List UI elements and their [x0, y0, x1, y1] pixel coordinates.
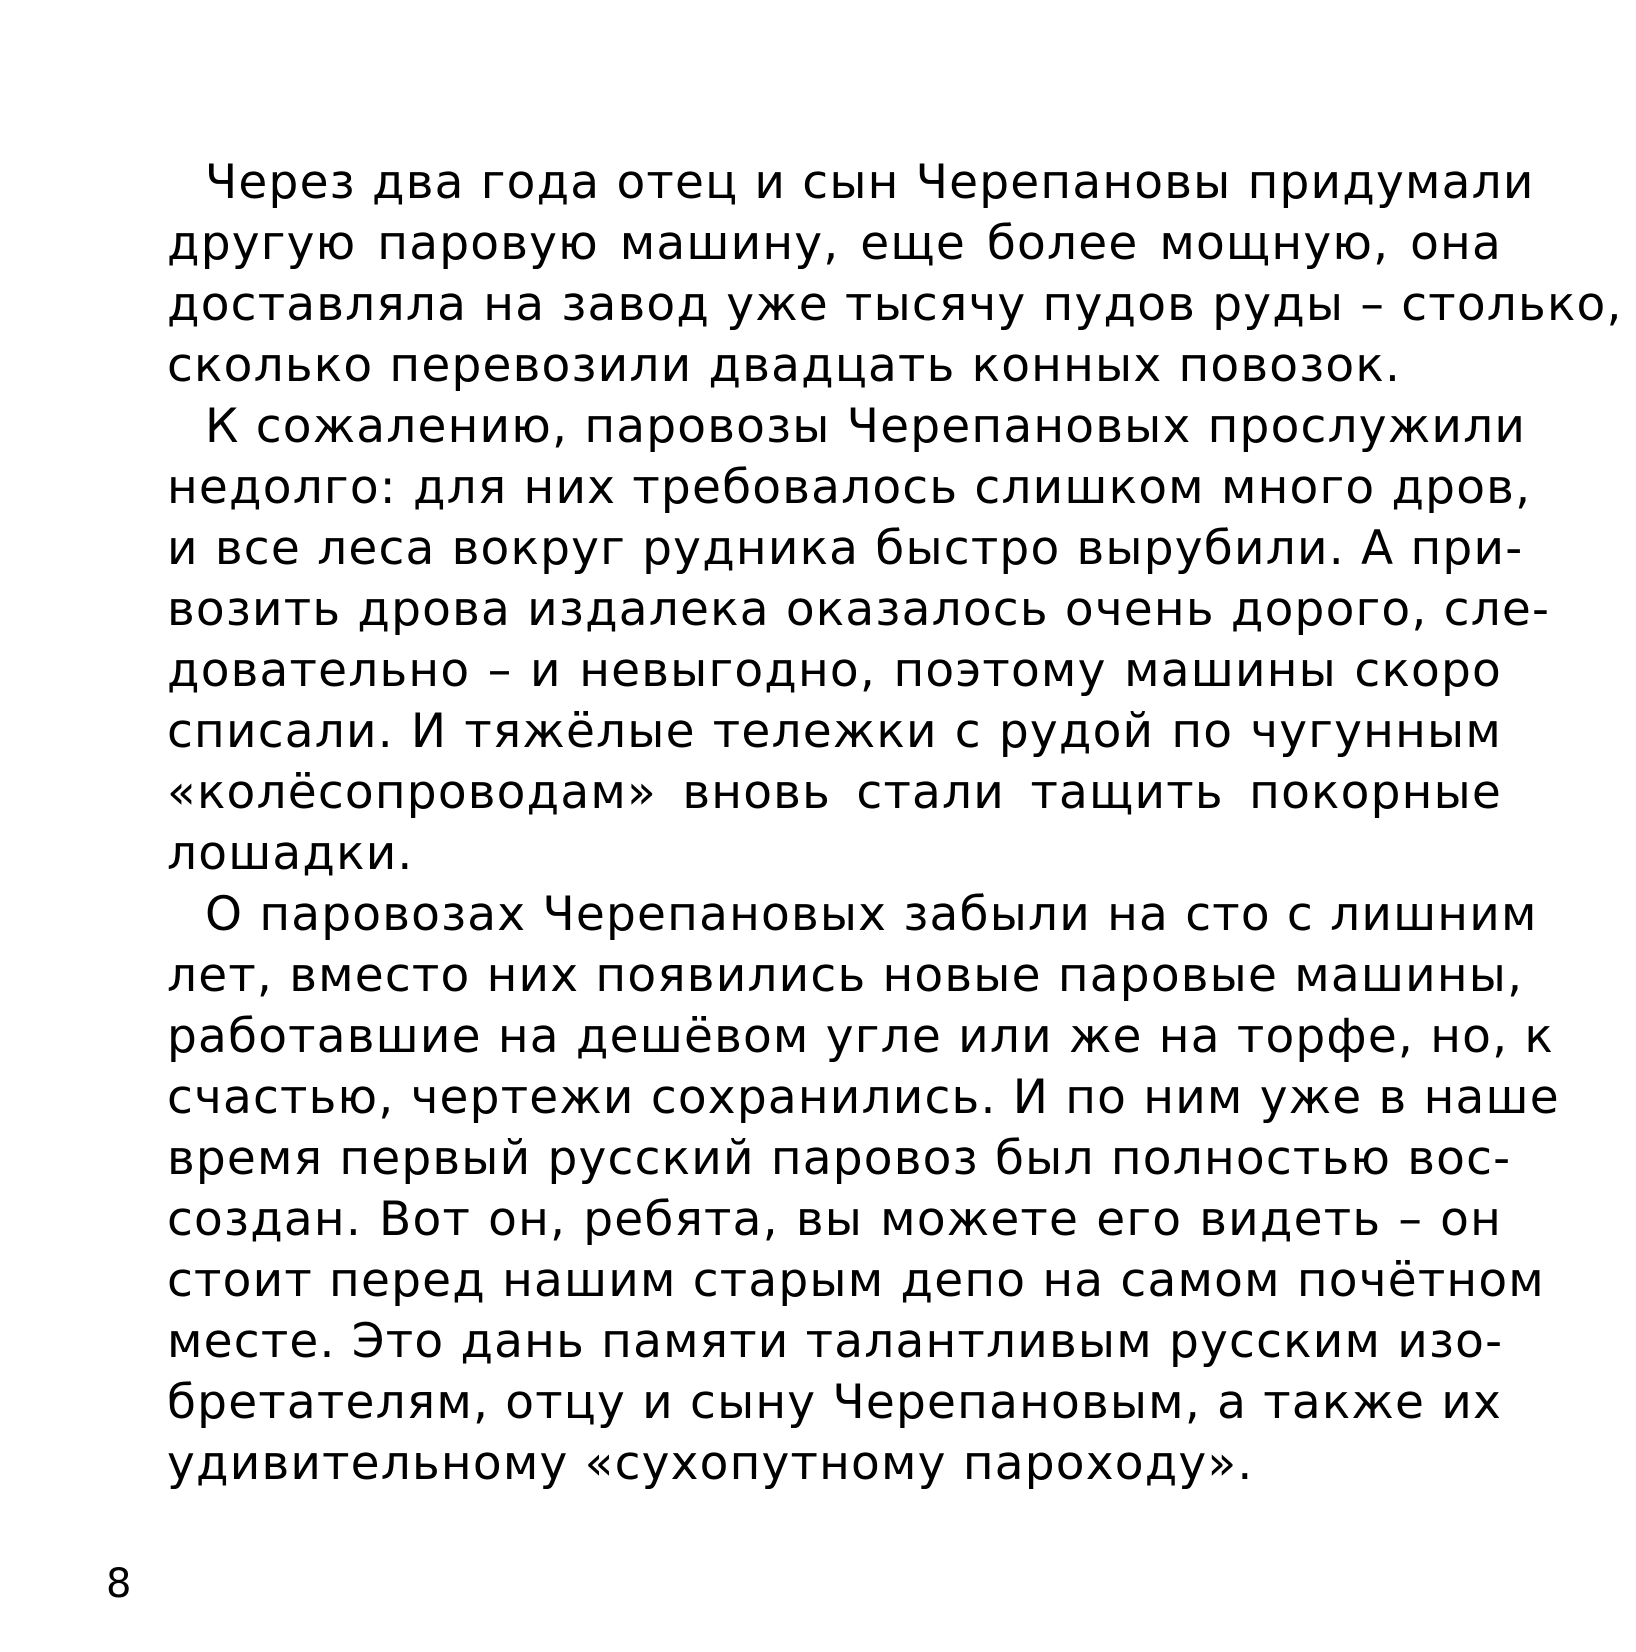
text-line: возить дрова издалека оказалось очень дорого, сле- [167, 582, 1551, 637]
text-line: списали. И тяжёлые тележки с рудой по чугунным [167, 704, 1502, 759]
text-line: месте. Это дань памяти талантливым русским изо- [167, 1314, 1504, 1369]
text-line: сколько перевозили двадцать конных повозок. [167, 338, 1402, 393]
text-line: доставляла на завод уже тысячу пудов руды – столько, [167, 277, 1623, 332]
paragraph-2 [167, 396, 1551, 884]
text-line: создан. Вот он, ребята, вы можете его видеть – он [167, 1192, 1502, 1247]
paragraph-3 [167, 884, 1560, 1494]
text-line: О паровозах Черепановых забыли на сто с лишним [205, 887, 1538, 942]
page-number: 8 [106, 1561, 132, 1607]
text-line: время первый русский паровоз был полностью вос- [167, 1131, 1512, 1186]
text-line: и все леса вокруг рудника быстро вырубили. А при- [167, 521, 1524, 576]
text-line: удивительному «сухопутному пароходу». [167, 1436, 1254, 1491]
text-line: недолго: для них требовалось слишком много дров, [167, 460, 1532, 515]
text-line: работавшие на дешёвом угле или же на торфе, но, к [167, 1009, 1554, 1064]
paragraph-1 [167, 152, 1623, 396]
text-line: счастью, чертежи сохранились. И по ним уже в наше [167, 1070, 1560, 1125]
text-line: другую паровую машину, еще более мощную, она [167, 216, 1502, 271]
text-line: довательно – и невыгодно, поэтому машины скоро [167, 643, 1502, 698]
text-line: Через два года отец и сын Черепановы придумали [205, 155, 1535, 210]
text-line: «колёсопроводам» вновь стали тащить покорные [167, 765, 1502, 820]
text-line: лошадки. [167, 826, 414, 881]
text-line: стоит перед нашим старым депо на самом почётном [167, 1253, 1545, 1308]
text-line: бретателям, отцу и сыну Черепановым, а также их [167, 1375, 1502, 1430]
body-text [167, 152, 1623, 1494]
text-line: К сожалению, паровозы Черепановых прослужили [205, 399, 1527, 454]
text-line: лет, вместо них появились новые паровые машины, [167, 948, 1524, 1003]
